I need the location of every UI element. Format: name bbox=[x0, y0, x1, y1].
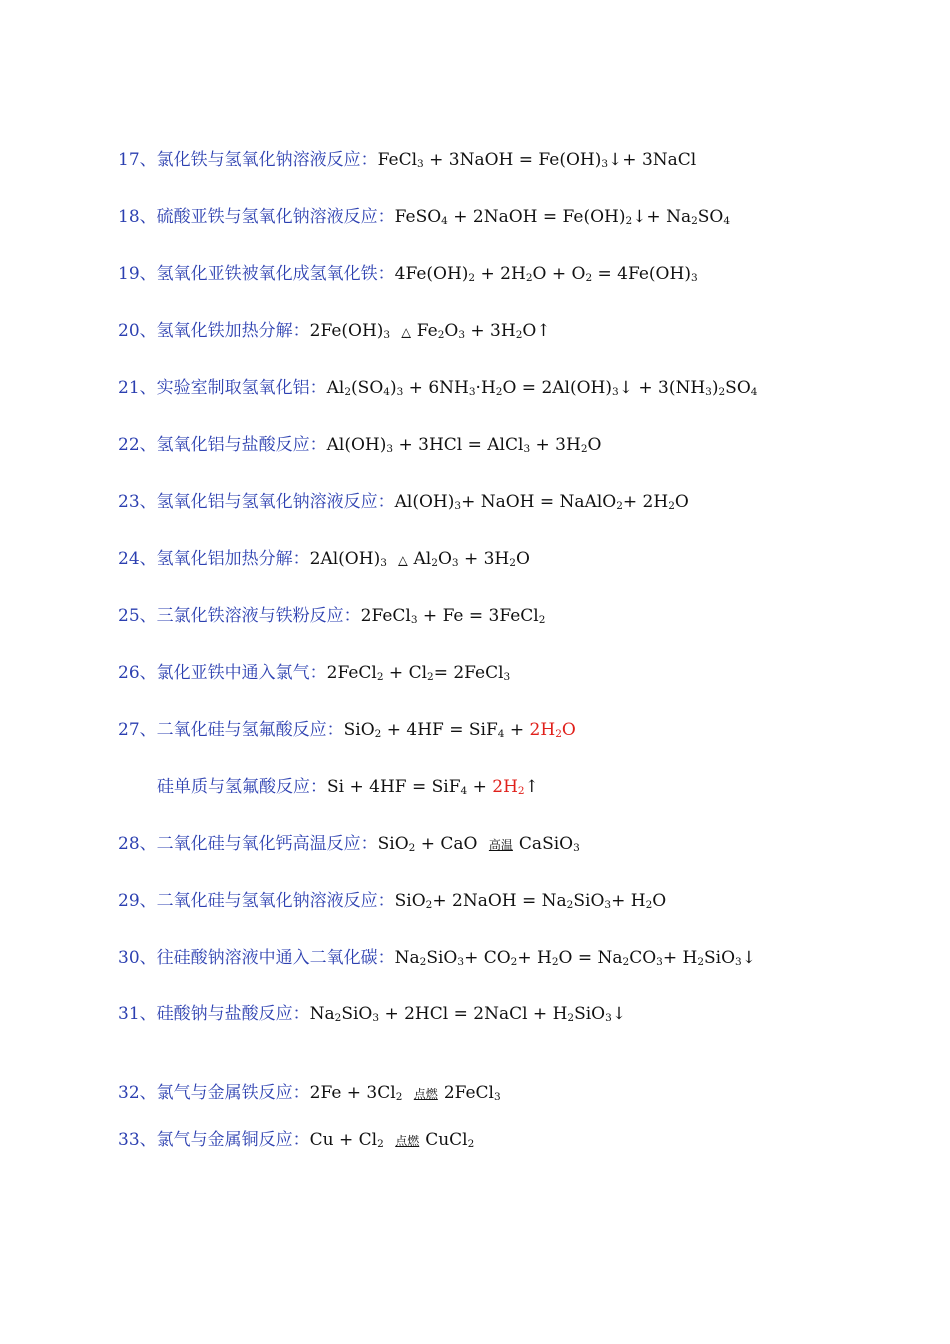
reaction-label: 31、硅酸钠与盐酸反应： bbox=[118, 1004, 310, 1024]
reaction-equation: $Cu + Cl_2$ 点燃 CuCl$_2$ bbox=[309, 1130, 475, 1150]
equation-line bbox=[118, 376, 757, 400]
equation-line bbox=[118, 661, 510, 685]
reaction-label: 23、氢氧化铝与氢氧化钠溶液反应： bbox=[118, 492, 395, 512]
equation-line bbox=[118, 604, 545, 628]
reaction-label: 22、氢氧化铝与盐酸反应： bbox=[118, 435, 327, 455]
equation-line bbox=[118, 946, 756, 970]
reaction-equation: FeSO$_4$ + 2NaOH = $Fe(OH)_2↓+ Na_2SO_4$ bbox=[394, 207, 731, 227]
reaction-equation: $Na_2SiO_3+ CO_2+ H_2O = Na_2CO_3+$ $H_2SiO_3↓$ bbox=[394, 948, 756, 968]
equation-line bbox=[118, 262, 698, 286]
reaction-label: 27、二氧化硅与氢氟酸反应： bbox=[118, 720, 344, 740]
equation-line bbox=[157, 775, 539, 799]
equation-line bbox=[118, 889, 666, 913]
reaction-label: 硅单质与氢氟酸反应： bbox=[157, 777, 327, 797]
reaction-label: 33、氯气与金属铜反应： bbox=[118, 1130, 310, 1150]
reaction-equation: $2Al(OH)_3$ △ $Al_2O_3 + 3H_2O$ bbox=[309, 549, 530, 569]
reaction-equation: $4Fe(OH)_2 + 2H_2O + O_2 = 4Fe(OH)_3$ bbox=[394, 264, 698, 284]
reaction-label: 26、氯化亚铁中通入氯气： bbox=[118, 663, 327, 683]
reaction-label: 21、实验室制取氢氧化铝： bbox=[118, 378, 327, 398]
reaction-label: 18、硫酸亚铁与氢氧化钠溶液反应： bbox=[118, 207, 395, 227]
equation-line bbox=[118, 319, 551, 343]
equation-line bbox=[118, 1081, 501, 1105]
reaction-label: 29、二氧化硅与氢氧化钠溶液反应： bbox=[118, 891, 395, 911]
reaction-equation: 2FeCl$_3$ + Fe = 3FeCl$_2$ bbox=[360, 606, 546, 626]
reaction-label: 19、氢氧化亚铁被氧化成氢氧化铁： bbox=[118, 264, 395, 284]
equation-line bbox=[118, 205, 730, 229]
equation-line bbox=[118, 718, 576, 742]
reaction-equation: SiO$_2$+ 2NaOH = $Na_2SiO_3+ H_2O$ bbox=[394, 891, 667, 911]
reaction-label: 17、氯化铁与氢氧化钠溶液反应： bbox=[118, 150, 378, 170]
reaction-equation: $SiO_2 + 4HF = SiF_4 + 2H_2O$ bbox=[343, 720, 576, 740]
equation-line bbox=[118, 832, 580, 856]
reaction-equation: $Al_2(SO_4)_3 + 6NH_3\cdot H_2O$ = $2Al(OH)_3↓ + 3(NH_3)_2SO_4$ bbox=[326, 378, 758, 398]
reaction-label: 25、三氯化铁溶液与铁粉反应： bbox=[118, 606, 361, 626]
equation-line bbox=[118, 1002, 626, 1026]
reaction-equation: $2Fe + 3Cl_2$ 点燃 2FeCl$_3$ bbox=[309, 1083, 501, 1103]
equation-line bbox=[118, 1128, 474, 1152]
equation-line bbox=[118, 148, 696, 172]
reaction-label: 20、氢氧化铁加热分解： bbox=[118, 321, 310, 341]
equation-line bbox=[118, 433, 601, 457]
reaction-equation: $Al(OH)_3 + 3HCl$ = AlCl$_3$ + $3H_2O$ bbox=[326, 435, 602, 455]
reaction-label: 32、氯气与金属铁反应： bbox=[118, 1083, 310, 1103]
reaction-label: 30、往硅酸钠溶液中通入二氧化碳： bbox=[118, 948, 395, 968]
equation-line bbox=[118, 490, 689, 514]
reaction-label: 28、二氧化硅与氧化钙高温反应： bbox=[118, 834, 378, 854]
reaction-equation: $Al(OH)_3+$ NaOH = NaAlO$_2$+ $2H_2O$ bbox=[394, 492, 689, 512]
reaction-equation: $2Fe(OH)_3$ △ $Fe_2O_3$ + $3H_2O↑$ bbox=[309, 321, 551, 341]
reaction-equation: 2FeCl$_2$ + $Cl_2=$ 2FeCl$_3$ bbox=[326, 663, 511, 683]
reaction-equation: SiO$_2$ + CaO 高温 CaSiO$_3$ bbox=[377, 834, 580, 854]
reaction-equation: $Na_2SiO_3 + 2HCl$ = 2NaCl + $H_2SiO_3↓$ bbox=[309, 1004, 627, 1024]
reaction-equation: FeCl$_3$ + 3NaOH = $Fe(OH)_3↓+$ 3NaCl bbox=[377, 150, 697, 170]
equation-line bbox=[118, 547, 530, 571]
reaction-equation: $Si + 4HF = SiF_4 + 2H_2↑$ bbox=[327, 777, 539, 797]
reaction-label: 24、氢氧化铝加热分解： bbox=[118, 549, 310, 569]
